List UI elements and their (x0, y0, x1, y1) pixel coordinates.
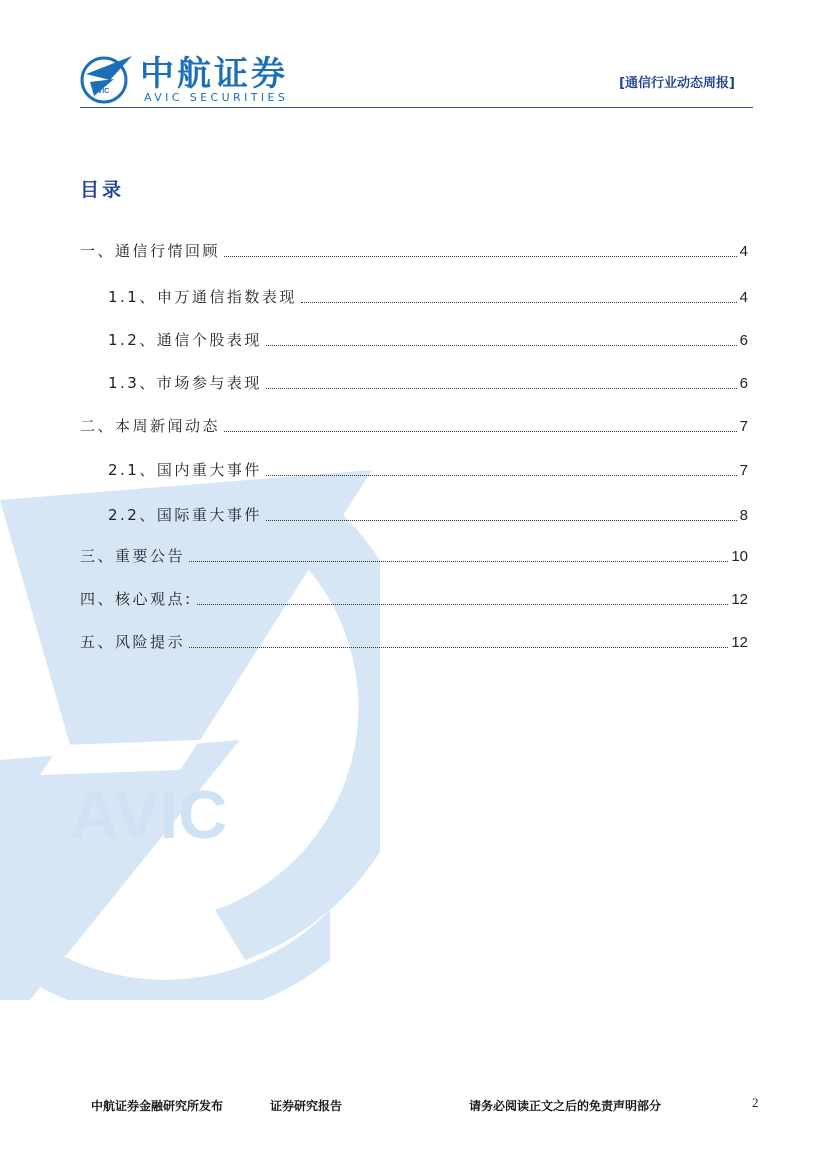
footer-publisher: 中航证券金融研究所发布 (91, 1099, 224, 1113)
toc-entry-3[interactable] (80, 546, 748, 567)
toc-entry-1-3[interactable] (108, 373, 748, 394)
watermark-text: AVIC (70, 777, 228, 853)
company-logo (80, 52, 310, 106)
toc-entry-1-2[interactable] (108, 330, 748, 351)
toc-entry-page: 8 (739, 507, 748, 524)
toc-entry-1-1[interactable] (108, 287, 748, 308)
toc-entry-label: 2.2、国际重大事件 (108, 506, 262, 524)
toc-leader-dots (224, 431, 737, 432)
toc-entry-1[interactable] (80, 241, 748, 262)
toc-leader-dots (266, 388, 737, 389)
toc-entry-label: 一、通信行情回顾 (80, 242, 221, 260)
toc-entry-page: 4 (739, 289, 748, 306)
toc-leader-dots (266, 475, 737, 476)
toc-leader-dots (266, 345, 737, 346)
report-type-tag: [通信行业动态周报] (619, 76, 735, 91)
page-number: 2 (752, 1095, 759, 1110)
toc-entry-4[interactable] (80, 589, 748, 610)
avic-plane-logo-icon (80, 52, 136, 106)
toc-entry-label: 1.1、申万通信指数表现 (108, 288, 297, 306)
toc-leader-dots (189, 561, 728, 562)
toc-entry-label: 二、本周新闻动态 (80, 417, 221, 435)
toc-entry-label: 1.2、通信个股表现 (108, 331, 262, 349)
toc-entry-page: 4 (739, 243, 748, 260)
toc-leader-dots (301, 302, 737, 303)
toc-leader-dots (197, 604, 729, 605)
toc-entry-page: 7 (739, 418, 748, 435)
toc-entry-2-1[interactable] (108, 460, 748, 481)
toc-leader-dots (266, 520, 737, 521)
toc-entry-label: 四、核心观点: (80, 590, 193, 608)
logo-mark-text: AVIC (93, 88, 110, 95)
toc-entry-page: 10 (731, 548, 748, 565)
toc-entry-2-2[interactable] (108, 505, 748, 526)
toc-entry-label: 三、重要公告 (80, 547, 186, 565)
toc-title: 目录 (80, 179, 125, 201)
toc-leader-dots (189, 647, 728, 648)
toc-entry-page: 12 (731, 634, 748, 651)
toc-entry-5[interactable] (80, 632, 748, 653)
toc-entry-label: 1.3、市场参与表现 (108, 374, 262, 392)
toc-entry-page: 7 (739, 462, 748, 479)
toc-entry-2[interactable] (80, 416, 748, 437)
toc-entry-label: 五、风险提示 (80, 633, 186, 651)
header-divider (80, 107, 753, 108)
footer-disclaimer: 请务必阅读正文之后的免责声明部分 (469, 1099, 662, 1113)
logo-english-name: AVIC SECURITIES (144, 91, 289, 104)
toc-entry-label: 2.1、国内重大事件 (108, 461, 262, 479)
toc-entry-page: 12 (731, 591, 748, 608)
toc-entry-page: 6 (739, 375, 748, 392)
toc-entry-page: 6 (739, 332, 748, 349)
logo-chinese-name: 中航证券 (140, 54, 288, 94)
toc-leader-dots (224, 256, 737, 257)
footer-report-type: 证券研究报告 (270, 1099, 343, 1113)
